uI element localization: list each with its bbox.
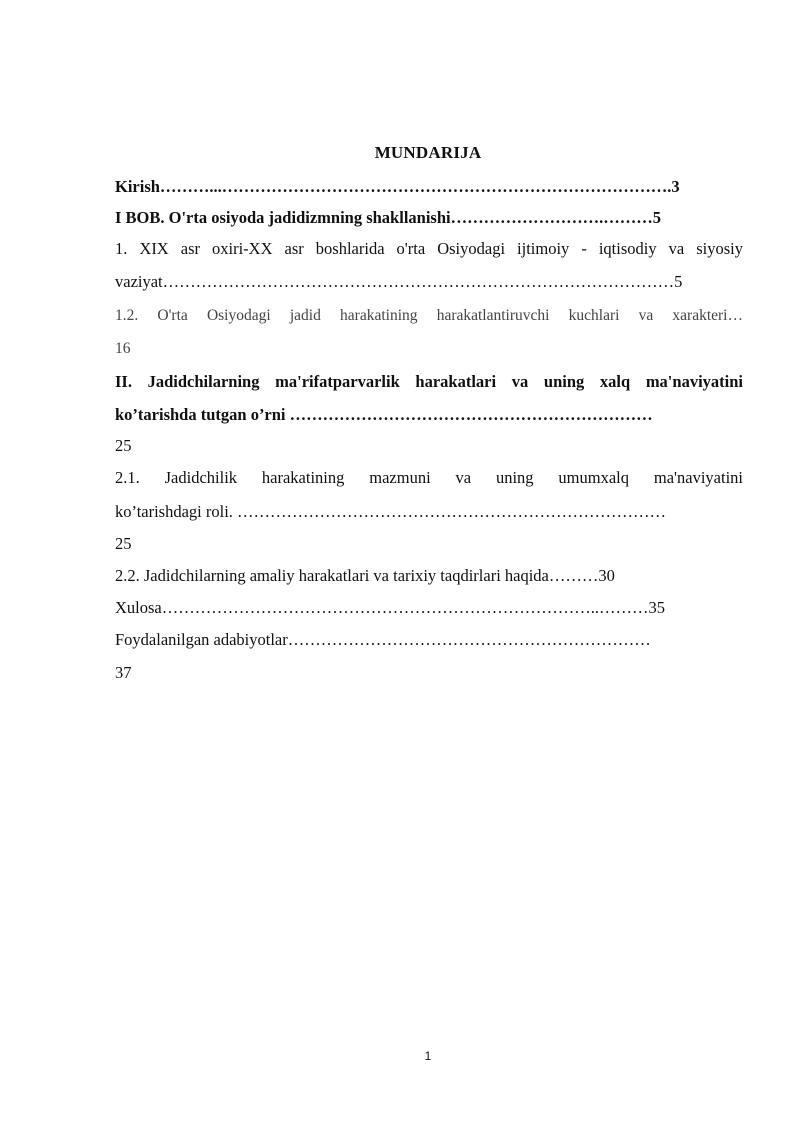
page-number: 1: [424, 1049, 432, 1063]
toc-entry-1-2-page: 16: [115, 340, 131, 357]
toc-entry-adabiyotlar-page: 37: [115, 663, 132, 682]
toc-entry-xulosa: Xulosa……………………………………………………………………..………35: [115, 598, 665, 617]
toc-entry-1-1-line1: 1. XIX asr oxiri-XX asr boshlarida o'rta Osiyodagi ijtimoiy - iqtisodiy va siyosiy: [115, 239, 743, 258]
page-title: MUNDARIJA: [374, 143, 482, 162]
toc-entry-chapter-2-line2: ko’tarishda tutgan o’rni …………………………………………………………: [115, 405, 653, 424]
toc-entry-2-1-page: 25: [115, 534, 132, 553]
toc-entry-1-2-line1: 1.2. O'rta Osiyodagi jadid harakatining harakatlantiruvchi kuchlari va xarakteri…: [115, 307, 743, 324]
toc-entry-kirish: Kirish………...……………………………………………………………………….3: [115, 177, 680, 196]
toc-entry-2-1-line2: ko’tarishdagi roli. ……………………………………………………………………: [115, 502, 667, 521]
toc-entry-adabiyotlar: Foydalanilgan adabiyotlar…………………………………………………………: [115, 630, 651, 649]
toc-entry-1-1-line2: vaziyat…………………………………………………………………………………5: [115, 272, 683, 291]
toc-entry-chapter-1: I BOB. O'rta osiyoda jadidizmning shakllanishi……………………….………5: [115, 208, 661, 227]
toc-entry-2-2: 2.2. Jadidchilarning amaliy harakatlari va tarixiy taqdirlari haqida………30: [115, 566, 615, 585]
toc-entry-chapter-2-page: 25: [115, 436, 132, 455]
toc-entry-2-1-line1: 2.1. Jadidchilik harakatining mazmuni va uning umumxalq ma'naviyatini: [115, 468, 743, 487]
toc-entry-chapter-2-line1: II. Jadidchilarning ma'rifatparvarlik harakatlari va uning xalq ma'naviyatini: [115, 372, 743, 391]
